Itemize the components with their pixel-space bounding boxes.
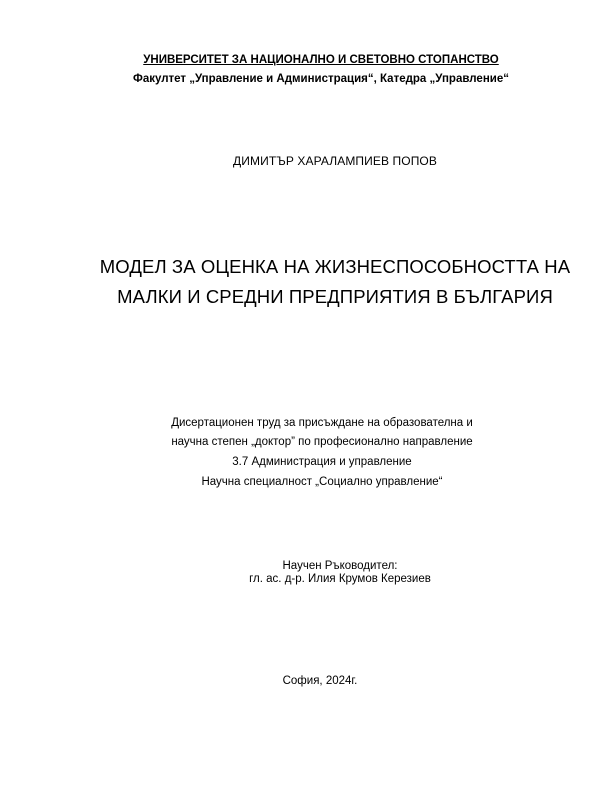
- university-name: УНИВЕРСИТЕТ ЗА НАЦИОНАЛНО И СВЕТОВНО СТОПАНСТВО: [143, 54, 499, 66]
- supervisor-label: Научен Ръководител:: [282, 560, 398, 572]
- faculty-department: Факултет „Управление и Администрация“, Катедра „Управление“: [133, 73, 509, 85]
- description-line-1: Дисертационен труд за присъждане на образователна и: [171, 417, 473, 429]
- dissertation-title-line-1: МОДЕЛ ЗА ОЦЕНКА НА ЖИЗНЕСПОСОБНОСТТА НА: [99, 256, 571, 277]
- author-name: ДИМИТЪР ХАРАЛАМПИЕВ ПОПОВ: [233, 154, 437, 168]
- description-line-4: Научна специалност „Социално управление“: [201, 476, 443, 488]
- place-and-date: София, 2024г.: [282, 675, 358, 687]
- description-line-2: научна степен „доктор” по професионално направление: [171, 436, 473, 448]
- description-line-3: 3.7 Администрация и управление: [232, 456, 412, 468]
- dissertation-title-line-2: МАЛКИ И СРЕДНИ ПРЕДПРИЯТИЯ В БЪЛГАРИЯ: [117, 286, 553, 307]
- supervisor-name: гл. ас. д-р. Илия Крумов Керезиев: [249, 573, 431, 585]
